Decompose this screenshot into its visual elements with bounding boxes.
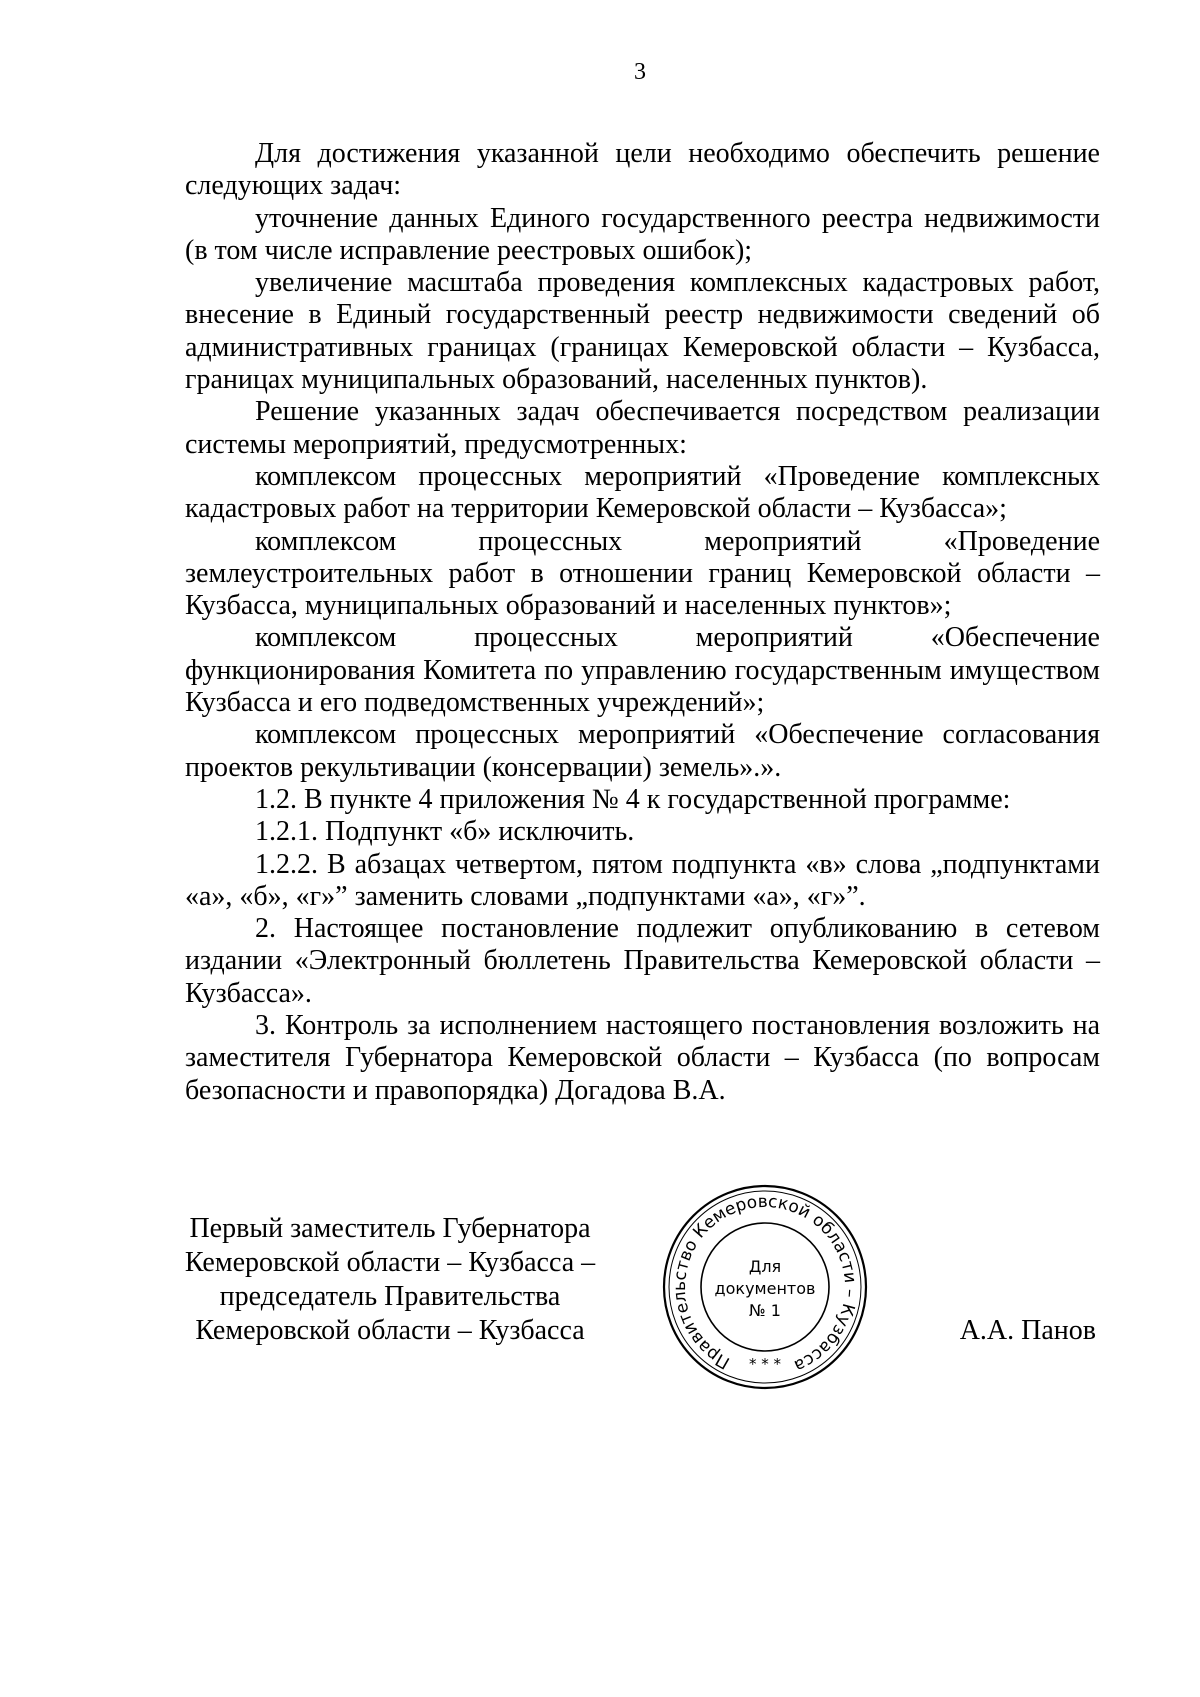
seal-center-line: Для (748, 1257, 782, 1276)
page-number: 3 (634, 59, 646, 85)
paragraph: комплексом процессных мероприятий «Проведение землеустроительных работ в отношении границ Кемеровской области – Кузбасса, муниципальных образований и населенных пунктов»; (185, 525, 1100, 622)
paragraph: увеличение масштаба проведения комплексных кадастровых работ, внесение в Единый государственный реестр недвижимости сведений об административных границах (границах Кемеровской области – Кузбасса, границах муниципальных образований, населенных пунктов). (185, 267, 1100, 396)
signatory-position-line: Кемеровской области – Кузбасса (195, 1315, 585, 1346)
paragraph: уточнение данных Единого государственного реестра недвижимости (в том числе исправление реестровых ошибок); (185, 202, 1100, 266)
paragraph: комплексом процессных мероприятий «Проведение комплексных кадастровых работ на территории Кемеровской области – Кузбасса»; (185, 460, 1100, 525)
official-seal (660, 1182, 870, 1392)
paragraph: 1.2. В пункте 4 приложения № 4 к государственной программе: (255, 783, 1011, 815)
paragraph: 1.2.2. В абзацах четвертом, пятом подпункта «в» слова „подпунктами «а», «б», «г»” заменить словами „подпунктами «а», «г»”. (185, 848, 1100, 912)
seal-center-line: документов (714, 1279, 816, 1298)
paragraph: Для достижения указанной цели необходимо обеспечить решение следующих задач: (185, 138, 1100, 202)
seal-center-line: № 1 (749, 1301, 781, 1320)
seal-outer-text: Правительство Кемеровской области – Кузбасса (669, 1191, 861, 1376)
paragraph: 3. Контроль за исполнением настоящего постановления возложить на заместителя Губернатора Кемеровской области – Кузбасса (по вопросам безопасности и правопорядка) Догадова В.А. (185, 1010, 1100, 1106)
document-body (185, 138, 1100, 1107)
paragraph: комплексом процессных мероприятий «Обеспечение функционирования Комитета по управлению государственным имуществом Кузбасса и его подведомственных учреждений»; (185, 622, 1100, 719)
paragraph: Решение указанных задач обеспечивается посредством реализации системы мероприятий, предусмотренных: (185, 396, 1100, 460)
signatory-name: А.А. Панов (959, 1315, 1096, 1346)
paragraph: комплексом процессных мероприятий «Обеспечение согласования проектов рекультивации (консервации) земель».». (185, 719, 1100, 783)
paragraph: 1.2.1. Подпункт «б» исключить. (255, 816, 635, 848)
signatory-position (180, 1212, 600, 1348)
signatory-position-line: председатель Правительства (219, 1281, 561, 1312)
paragraph: 2. Настоящее постановление подлежит опубликованию в сетевом издании «Электронный бюллетень Правительства Кемеровской области – Кузбасса». (185, 913, 1100, 1009)
signatory-position-line: Кемеровской области – Кузбасса – (184, 1247, 596, 1278)
signatory-position-line: Первый заместитель Губернатора (189, 1213, 591, 1244)
seal-stars: * * * (748, 1355, 782, 1373)
